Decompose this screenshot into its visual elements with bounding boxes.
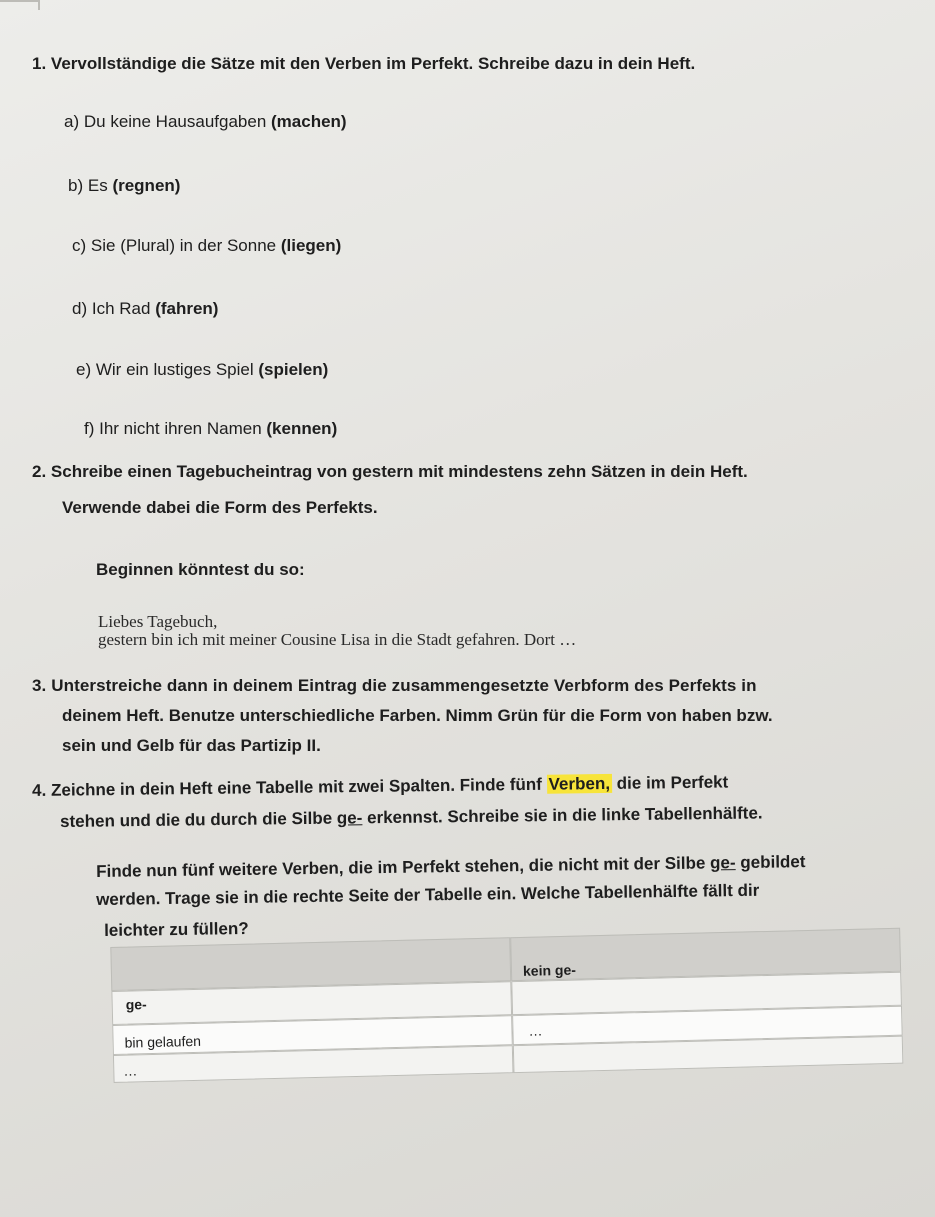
exercise-1-item-b: b) Es (regnen) xyxy=(68,176,181,195)
highlighted-word: Verben, xyxy=(548,773,611,794)
exercise-3-line-2: deinem Heft. Benutze unterschiedliche Farben. Nimm Grün für die Form von haben bzw. xyxy=(62,706,773,725)
corner-line xyxy=(0,0,40,2)
exercise-3-line-1: 3. Unterstreiche dann in deinem Eintrag die zusammengesetzte Verbform des Perfekts in xyxy=(32,676,757,695)
exercise-1-instruction: 1. Vervollständige die Sätze mit den Verben im Perfekt. Schreibe dazu in dein Heft. xyxy=(32,54,696,73)
exercise-1-item-c: c) Sie (Plural) in der Sonne (liegen) xyxy=(72,236,342,255)
exercise-4-line-4: werden. Trage sie in die rechte Seite der Tabelle ein. Welche Tabellenhälfte fällt dir xyxy=(96,880,760,909)
exercise-1-item-e: e) Wir ein lustiges Spiel (spielen) xyxy=(76,360,329,379)
verb-table xyxy=(110,916,903,1083)
example-line-2: gestern bin ich mit meiner Cousine Lisa in die Stadt gefahren. Dort … xyxy=(98,630,577,649)
table-cell-ge-2: … xyxy=(123,1062,138,1079)
table-header-kein-ge: kein ge- xyxy=(522,961,577,979)
exercise-3-line-3: sein und Gelb für das Partizip II. xyxy=(62,736,321,755)
exercise-1-item-d: d) Ich Rad (fahren) xyxy=(72,299,219,318)
exercise-4-line-3: Finde nun fünf weitere Verben, die im Perfekt stehen, die nicht mit der Silbe ge- gebildet xyxy=(96,852,806,881)
corner-tick xyxy=(38,0,40,10)
exercise-4-line-1: 4. Zeichne in dein Heft eine Tabelle mit zwei Spalten. Finde fünf Verben, die im Perfekt xyxy=(32,772,729,800)
table-cell-ge-1: bin gelaufen xyxy=(124,1032,202,1051)
exercise-2-instruction-line-2: Verwende dabei die Form des Perfekts. xyxy=(62,498,378,517)
exercise-4-line-2: stehen und die du durch die Silbe ge- erkennst. Schreibe sie in die linke Tabellenhälfte. xyxy=(60,803,763,831)
exercise-1-item-a: a) Du keine Hausaufgaben (machen) xyxy=(64,112,347,131)
hint-heading: Beginnen könntest du so: xyxy=(96,560,305,579)
exercise-2-instruction-line-1: 2. Schreibe einen Tagebucheintrag von gestern mit mindestens zehn Sätzen in dein Heft. xyxy=(32,462,748,481)
table-cell-kein-ge-2: … xyxy=(528,1022,543,1039)
exercise-1-item-f: f) Ihr nicht ihren Namen (kennen) xyxy=(84,419,338,438)
exercise-4-line-5: leichter zu füllen? xyxy=(104,918,249,940)
table-header-ge: ge- xyxy=(125,996,147,1013)
example-line-1: Liebes Tagebuch, xyxy=(98,612,218,631)
